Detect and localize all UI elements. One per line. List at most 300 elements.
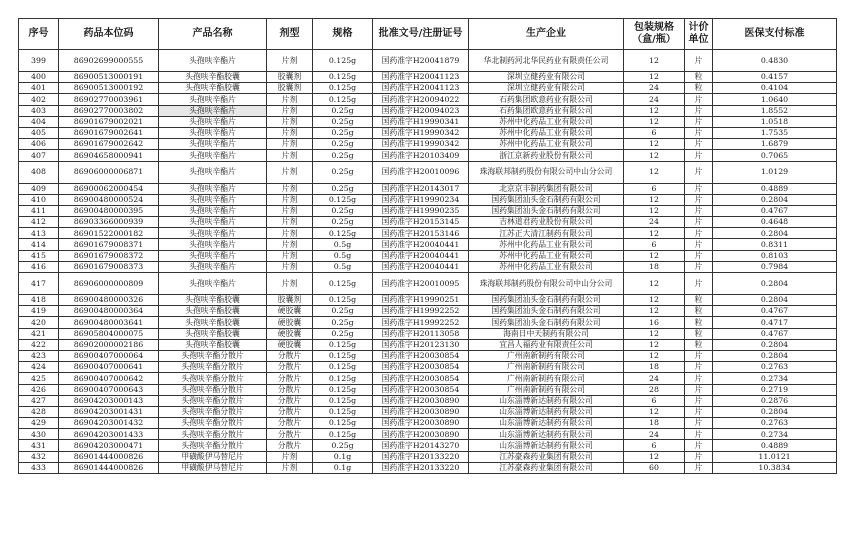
col-drug-code: 86904203001433 bbox=[59, 429, 159, 440]
col-specification: 0.25g bbox=[313, 205, 373, 216]
col-payment-standard: 1.7535 bbox=[713, 127, 837, 138]
col-manufacturer: 广州南新制药有限公司 bbox=[469, 362, 624, 373]
col-index: 428 bbox=[19, 406, 59, 417]
col-specification: 0.125g bbox=[313, 362, 373, 373]
col-dosage-form: 分散片 bbox=[267, 373, 313, 384]
col-pricing-unit: 片 bbox=[685, 362, 713, 373]
col-approval-number: 国药准字H20040441 bbox=[373, 239, 469, 250]
col-index: 402 bbox=[19, 94, 59, 105]
col-specification: 0.125g bbox=[313, 295, 373, 306]
table-row bbox=[19, 250, 837, 261]
col-product-name: 头孢呋辛酯胶囊 bbox=[159, 317, 267, 328]
col-product-name: 头孢呋辛酯片 bbox=[159, 183, 267, 194]
col-product-name: 头孢呋辛酯片 bbox=[159, 139, 267, 150]
header-col-manufacturer: 生产企业 bbox=[469, 19, 624, 50]
table-row bbox=[19, 105, 837, 116]
col-approval-number: 国药准字H20143270 bbox=[373, 440, 469, 451]
col-drug-code: 86905804000075 bbox=[59, 328, 159, 339]
col-index: 425 bbox=[19, 373, 59, 384]
table-row bbox=[19, 194, 837, 205]
col-product-name: 头孢呋辛酯片 bbox=[159, 161, 267, 183]
col-index: 403 bbox=[19, 105, 59, 116]
col-approval-number: 国药准字H20041123 bbox=[373, 72, 469, 83]
col-specification: 0.125g bbox=[313, 429, 373, 440]
col-manufacturer: 海南日中天制药有限公司 bbox=[469, 328, 624, 339]
col-drug-code: 86900407000643 bbox=[59, 384, 159, 395]
col-index: 429 bbox=[19, 418, 59, 429]
col-manufacturer: 宜昌人福药业有限责任公司 bbox=[469, 339, 624, 350]
col-manufacturer: 苏州中化药品工业有限公司 bbox=[469, 239, 624, 250]
col-dosage-form: 分散片 bbox=[267, 440, 313, 451]
col-pricing-unit: 粒 bbox=[685, 72, 713, 83]
col-pricing-unit: 粒 bbox=[685, 339, 713, 350]
col-specification: 0.1g bbox=[313, 451, 373, 462]
col-package-spec: 12 bbox=[624, 339, 685, 350]
col-pricing-unit: 片 bbox=[685, 50, 713, 72]
col-product-name: 头孢呋辛酯分散片 bbox=[159, 418, 267, 429]
col-product-name: 头孢呋辛酯分散片 bbox=[159, 406, 267, 417]
table-row bbox=[19, 384, 837, 395]
col-pricing-unit: 片 bbox=[685, 116, 713, 127]
col-specification: 0.125g bbox=[313, 339, 373, 350]
col-payment-standard: 0.2804 bbox=[713, 350, 837, 361]
col-pricing-unit: 片 bbox=[685, 451, 713, 462]
col-drug-code: 86901444000826 bbox=[59, 462, 159, 473]
col-drug-code: 86900480003641 bbox=[59, 317, 159, 328]
col-drug-code: 86904203001432 bbox=[59, 418, 159, 429]
col-manufacturer: 苏州中化药品工业有限公司 bbox=[469, 127, 624, 138]
col-package-spec: 24 bbox=[624, 83, 685, 94]
col-drug-code: 86900513000192 bbox=[59, 83, 159, 94]
col-manufacturer: 苏州中化药品工业有限公司 bbox=[469, 250, 624, 261]
col-specification: 0.25g bbox=[313, 306, 373, 317]
col-dosage-form: 片剂 bbox=[267, 217, 313, 228]
col-dosage-form: 片剂 bbox=[267, 183, 313, 194]
col-approval-number: 国药准字H20030854 bbox=[373, 373, 469, 384]
col-product-name: 头孢呋辛酯片 bbox=[159, 94, 267, 105]
col-specification: 0.5g bbox=[313, 250, 373, 261]
col-manufacturer: 吉林道君药业股份有限公司 bbox=[469, 217, 624, 228]
table-row bbox=[19, 50, 837, 72]
col-index: 406 bbox=[19, 139, 59, 150]
col-dosage-form: 分散片 bbox=[267, 395, 313, 406]
table-row bbox=[19, 429, 837, 440]
col-pricing-unit: 片 bbox=[685, 418, 713, 429]
col-pricing-unit: 粒 bbox=[685, 317, 713, 328]
col-approval-number: 国药准字H19990235 bbox=[373, 205, 469, 216]
col-specification: 0.25g bbox=[313, 317, 373, 328]
col-product-name: 头孢呋辛酯分散片 bbox=[159, 429, 267, 440]
col-specification: 0.125g bbox=[313, 395, 373, 406]
col-product-name: 头孢呋辛酯胶囊 bbox=[159, 83, 267, 94]
col-specification: 0.25g bbox=[313, 127, 373, 138]
col-product-name: 头孢呋辛酯片 bbox=[159, 205, 267, 216]
col-approval-number: 国药准字H20010096 bbox=[373, 161, 469, 183]
col-approval-number: 国药准字H20040441 bbox=[373, 261, 469, 272]
col-dosage-form: 分散片 bbox=[267, 418, 313, 429]
col-pricing-unit: 粒 bbox=[685, 328, 713, 339]
col-specification: 0.25g bbox=[313, 116, 373, 127]
document-page bbox=[18, 18, 836, 474]
col-drug-code: 86900480000364 bbox=[59, 306, 159, 317]
header-col-product-name: 产品名称 bbox=[159, 19, 267, 50]
col-pricing-unit: 片 bbox=[685, 239, 713, 250]
table-row bbox=[19, 317, 837, 328]
col-drug-code: 86900513000191 bbox=[59, 72, 159, 83]
col-index: 417 bbox=[19, 273, 59, 295]
col-specification: 0.125g bbox=[313, 94, 373, 105]
col-approval-number: 国药准字H20133220 bbox=[373, 451, 469, 462]
col-drug-code: 86902000002186 bbox=[59, 339, 159, 350]
col-index: 421 bbox=[19, 328, 59, 339]
table-row bbox=[19, 72, 837, 83]
col-dosage-form: 分散片 bbox=[267, 362, 313, 373]
table-row bbox=[19, 350, 837, 361]
table-row bbox=[19, 205, 837, 216]
col-drug-code: 86901679002642 bbox=[59, 139, 159, 150]
col-manufacturer: 广州南新制药有限公司 bbox=[469, 350, 624, 361]
col-manufacturer: 国药集团汕头金石制药有限公司 bbox=[469, 317, 624, 328]
table-row bbox=[19, 217, 837, 228]
col-index: 424 bbox=[19, 362, 59, 373]
col-package-spec: 16 bbox=[624, 317, 685, 328]
table-row bbox=[19, 373, 837, 384]
col-approval-number: 国药准字H20123130 bbox=[373, 339, 469, 350]
col-dosage-form: 胶囊剂 bbox=[267, 72, 313, 83]
col-package-spec: 12 bbox=[624, 273, 685, 295]
col-specification: 0.125g bbox=[313, 194, 373, 205]
col-specification: 0.25g bbox=[313, 217, 373, 228]
table-row bbox=[19, 295, 837, 306]
col-package-spec: 24 bbox=[624, 217, 685, 228]
col-approval-number: 国药准字H20030854 bbox=[373, 350, 469, 361]
col-package-spec: 12 bbox=[624, 150, 685, 161]
col-drug-code: 86901679002021 bbox=[59, 116, 159, 127]
col-payment-standard: 0.7065 bbox=[713, 150, 837, 161]
col-dosage-form: 胶囊剂 bbox=[267, 83, 313, 94]
col-specification: 0.5g bbox=[313, 239, 373, 250]
col-payment-standard: 0.2804 bbox=[713, 228, 837, 239]
col-product-name: 头孢呋辛酯片 bbox=[159, 105, 267, 116]
col-dosage-form: 片剂 bbox=[267, 261, 313, 272]
col-payment-standard: 1.6879 bbox=[713, 139, 837, 150]
col-approval-number: 国药准字H20133220 bbox=[373, 462, 469, 473]
col-pricing-unit: 片 bbox=[685, 440, 713, 451]
col-dosage-form: 片剂 bbox=[267, 273, 313, 295]
table-row bbox=[19, 418, 837, 429]
col-specification: 0.25g bbox=[313, 139, 373, 150]
col-manufacturer: 珠海联邦制药股份有限公司中山分公司 bbox=[469, 161, 624, 183]
col-pricing-unit: 粒 bbox=[685, 306, 713, 317]
col-specification: 0.125g bbox=[313, 273, 373, 295]
col-payment-standard: 0.8311 bbox=[713, 239, 837, 250]
col-drug-code: 86900062000454 bbox=[59, 183, 159, 194]
col-product-name: 甲磺酸伊马替尼片 bbox=[159, 462, 267, 473]
table-row bbox=[19, 328, 837, 339]
col-specification: 0.25g bbox=[313, 105, 373, 116]
col-approval-number: 国药准字H19992252 bbox=[373, 306, 469, 317]
col-package-spec: 24 bbox=[624, 429, 685, 440]
col-dosage-form: 片剂 bbox=[267, 205, 313, 216]
col-approval-number: 国药准字H19990251 bbox=[373, 295, 469, 306]
col-approval-number: 国药准字H20040441 bbox=[373, 250, 469, 261]
col-index: 418 bbox=[19, 295, 59, 306]
col-dosage-form: 片剂 bbox=[267, 250, 313, 261]
col-payment-standard: 0.4104 bbox=[713, 83, 837, 94]
table-row bbox=[19, 273, 837, 295]
col-approval-number: 国药准字H20030890 bbox=[373, 395, 469, 406]
col-product-name: 头孢呋辛酯分散片 bbox=[159, 395, 267, 406]
col-dosage-form: 硬胶囊 bbox=[267, 339, 313, 350]
table-row bbox=[19, 228, 837, 239]
col-dosage-form: 片剂 bbox=[267, 161, 313, 183]
col-payment-standard: 0.7984 bbox=[713, 261, 837, 272]
col-drug-code: 86900407000064 bbox=[59, 350, 159, 361]
col-index: 415 bbox=[19, 250, 59, 261]
col-product-name: 甲磺酸伊马替尼片 bbox=[159, 451, 267, 462]
col-drug-code: 86900407000642 bbox=[59, 373, 159, 384]
col-specification: 0.5g bbox=[313, 261, 373, 272]
col-payment-standard: 0.2734 bbox=[713, 373, 837, 384]
col-package-spec: 28 bbox=[624, 384, 685, 395]
header-col-payment-standard: 医保支付标准 bbox=[713, 19, 837, 50]
col-specification: 0.25g bbox=[313, 328, 373, 339]
col-payment-standard: 11.0121 bbox=[713, 451, 837, 462]
col-package-spec: 12 bbox=[624, 205, 685, 216]
col-manufacturer: 江苏正大清江制药有限公司 bbox=[469, 228, 624, 239]
col-index: 404 bbox=[19, 116, 59, 127]
col-manufacturer: 山东淄博新达制药有限公司 bbox=[469, 406, 624, 417]
col-manufacturer: 苏州中化药品工业有限公司 bbox=[469, 139, 624, 150]
col-product-name: 头孢呋辛酯分散片 bbox=[159, 350, 267, 361]
table-row bbox=[19, 362, 837, 373]
col-manufacturer: 国药集团汕头金石制药有限公司 bbox=[469, 205, 624, 216]
col-package-spec: 6 bbox=[624, 239, 685, 250]
table-row bbox=[19, 462, 837, 473]
col-approval-number: 国药准字H20041879 bbox=[373, 50, 469, 72]
col-pricing-unit: 粒 bbox=[685, 83, 713, 94]
col-drug-code: 86901679008372 bbox=[59, 250, 159, 261]
col-manufacturer: 江苏豪森药业集团有限公司 bbox=[469, 462, 624, 473]
col-package-spec: 12 bbox=[624, 194, 685, 205]
col-pricing-unit: 片 bbox=[685, 205, 713, 216]
col-product-name: 头孢呋辛酯片 bbox=[159, 273, 267, 295]
col-product-name: 头孢呋辛酯片 bbox=[159, 228, 267, 239]
col-index: 400 bbox=[19, 72, 59, 83]
col-pricing-unit: 片 bbox=[685, 373, 713, 384]
col-specification: 0.125g bbox=[313, 406, 373, 417]
table-row bbox=[19, 261, 837, 272]
col-product-name: 头孢呋辛酯片 bbox=[159, 261, 267, 272]
col-specification: 0.125g bbox=[313, 384, 373, 395]
col-approval-number: 国药准字H20153145 bbox=[373, 217, 469, 228]
col-package-spec: 12 bbox=[624, 161, 685, 183]
table-row bbox=[19, 83, 837, 94]
col-payment-standard: 0.2804 bbox=[713, 339, 837, 350]
col-package-spec: 12 bbox=[624, 116, 685, 127]
table-row bbox=[19, 150, 837, 161]
col-drug-code: 86903366000939 bbox=[59, 217, 159, 228]
col-drug-code: 86901522000182 bbox=[59, 228, 159, 239]
col-drug-code: 86904203001431 bbox=[59, 406, 159, 417]
col-pricing-unit: 片 bbox=[685, 228, 713, 239]
header-row bbox=[19, 19, 837, 50]
col-manufacturer: 江苏豪森药业集团有限公司 bbox=[469, 451, 624, 462]
col-package-spec: 12 bbox=[624, 295, 685, 306]
col-package-spec: 12 bbox=[624, 350, 685, 361]
col-pricing-unit: 片 bbox=[685, 194, 713, 205]
table-row bbox=[19, 406, 837, 417]
col-dosage-form: 片剂 bbox=[267, 127, 313, 138]
col-payment-standard: 0.2734 bbox=[713, 429, 837, 440]
col-package-spec: 12 bbox=[624, 406, 685, 417]
col-package-spec: 18 bbox=[624, 362, 685, 373]
col-dosage-form: 片剂 bbox=[267, 239, 313, 250]
col-dosage-form: 硬胶囊 bbox=[267, 328, 313, 339]
col-manufacturer: 深圳立健药业有限公司 bbox=[469, 72, 624, 83]
col-drug-code: 86904658000941 bbox=[59, 150, 159, 161]
col-drug-code: 86901679008371 bbox=[59, 239, 159, 250]
col-manufacturer: 山东淄博新达制药有限公司 bbox=[469, 418, 624, 429]
col-pricing-unit: 片 bbox=[685, 161, 713, 183]
table-row bbox=[19, 239, 837, 250]
table-row bbox=[19, 161, 837, 183]
col-payment-standard: 0.2763 bbox=[713, 418, 837, 429]
col-pricing-unit: 片 bbox=[685, 273, 713, 295]
col-pricing-unit: 片 bbox=[685, 395, 713, 406]
col-package-spec: 12 bbox=[624, 451, 685, 462]
col-dosage-form: 胶囊剂 bbox=[267, 295, 313, 306]
col-index: 405 bbox=[19, 127, 59, 138]
col-product-name: 头孢呋辛酯胶囊 bbox=[159, 306, 267, 317]
col-payment-standard: 0.2804 bbox=[713, 194, 837, 205]
col-product-name: 头孢呋辛酯片 bbox=[159, 217, 267, 228]
col-drug-code: 86902699000555 bbox=[59, 50, 159, 72]
col-dosage-form: 片剂 bbox=[267, 139, 313, 150]
col-payment-standard: 0.2876 bbox=[713, 395, 837, 406]
col-payment-standard: 1.0129 bbox=[713, 161, 837, 183]
col-approval-number: 国药准字H19990341 bbox=[373, 116, 469, 127]
col-dosage-form: 片剂 bbox=[267, 50, 313, 72]
col-index: 419 bbox=[19, 306, 59, 317]
col-specification: 0.125g bbox=[313, 350, 373, 361]
col-specification: 0.1g bbox=[313, 462, 373, 473]
col-approval-number: 国药准字H19992252 bbox=[373, 317, 469, 328]
col-product-name: 头孢呋辛酯片 bbox=[159, 50, 267, 72]
col-index: 416 bbox=[19, 261, 59, 272]
col-dosage-form: 硬胶囊 bbox=[267, 306, 313, 317]
col-dosage-form: 分散片 bbox=[267, 406, 313, 417]
col-package-spec: 24 bbox=[624, 373, 685, 384]
col-index: 433 bbox=[19, 462, 59, 473]
col-payment-standard: 1.0640 bbox=[713, 94, 837, 105]
col-package-spec: 12 bbox=[624, 72, 685, 83]
col-manufacturer: 山东淄博新达制药有限公司 bbox=[469, 440, 624, 451]
col-pricing-unit: 粒 bbox=[685, 295, 713, 306]
col-manufacturer: 山东淄博新达制药有限公司 bbox=[469, 429, 624, 440]
col-package-spec: 18 bbox=[624, 418, 685, 429]
col-approval-number: 国药准字H19990342 bbox=[373, 127, 469, 138]
col-approval-number: 国药准字H20153146 bbox=[373, 228, 469, 239]
col-approval-number: 国药准字H20030854 bbox=[373, 384, 469, 395]
col-package-spec: 12 bbox=[624, 50, 685, 72]
col-package-spec: 6 bbox=[624, 127, 685, 138]
col-index: 401 bbox=[19, 83, 59, 94]
col-index: 414 bbox=[19, 239, 59, 250]
col-index: 423 bbox=[19, 350, 59, 361]
col-approval-number: 国药准字H20103409 bbox=[373, 150, 469, 161]
col-approval-number: 国药准字H20094022 bbox=[373, 94, 469, 105]
table-row bbox=[19, 306, 837, 317]
col-pricing-unit: 片 bbox=[685, 217, 713, 228]
col-dosage-form: 片剂 bbox=[267, 105, 313, 116]
col-product-name: 头孢呋辛酯片 bbox=[159, 127, 267, 138]
col-dosage-form: 片剂 bbox=[267, 228, 313, 239]
header-col-drug-code: 药品本位码 bbox=[59, 19, 159, 50]
col-dosage-form: 片剂 bbox=[267, 194, 313, 205]
col-package-spec: 18 bbox=[624, 261, 685, 272]
col-package-spec: 12 bbox=[624, 250, 685, 261]
col-package-spec: 24 bbox=[624, 94, 685, 105]
col-drug-code: 86906000000809 bbox=[59, 273, 159, 295]
col-payment-standard: 0.2804 bbox=[713, 406, 837, 417]
col-package-spec: 6 bbox=[624, 183, 685, 194]
col-specification: 0.125g bbox=[313, 72, 373, 83]
col-drug-code: 86904203000143 bbox=[59, 395, 159, 406]
col-pricing-unit: 片 bbox=[685, 150, 713, 161]
col-payment-standard: 0.2719 bbox=[713, 384, 837, 395]
col-drug-code: 86900480000524 bbox=[59, 194, 159, 205]
col-pricing-unit: 片 bbox=[685, 105, 713, 116]
col-product-name: 头孢呋辛酯胶囊 bbox=[159, 328, 267, 339]
col-index: 408 bbox=[19, 161, 59, 183]
header-col-specification: 规格 bbox=[313, 19, 373, 50]
col-dosage-form: 片剂 bbox=[267, 94, 313, 105]
col-drug-code: 86900480000395 bbox=[59, 205, 159, 216]
col-product-name: 头孢呋辛酯胶囊 bbox=[159, 72, 267, 83]
col-dosage-form: 分散片 bbox=[267, 350, 313, 361]
col-manufacturer: 深圳立健药业有限公司 bbox=[469, 83, 624, 94]
col-index: 422 bbox=[19, 339, 59, 350]
col-package-spec: 12 bbox=[624, 105, 685, 116]
col-product-name: 头孢呋辛酯分散片 bbox=[159, 440, 267, 451]
table-row bbox=[19, 139, 837, 150]
col-package-spec: 12 bbox=[624, 328, 685, 339]
col-manufacturer: 浙江京新药业股份有限公司 bbox=[469, 150, 624, 161]
col-specification: 0.125g bbox=[313, 418, 373, 429]
col-drug-code: 86901679002641 bbox=[59, 127, 159, 138]
col-index: 431 bbox=[19, 440, 59, 451]
col-pricing-unit: 片 bbox=[685, 139, 713, 150]
col-approval-number: 国药准字H20030890 bbox=[373, 429, 469, 440]
col-product-name: 头孢呋辛酯片 bbox=[159, 116, 267, 127]
col-manufacturer: 山东淄博新达制药有限公司 bbox=[469, 395, 624, 406]
col-approval-number: 国药准字H20030890 bbox=[373, 406, 469, 417]
col-drug-code: 86902770003961 bbox=[59, 94, 159, 105]
col-index: 411 bbox=[19, 205, 59, 216]
col-manufacturer: 华北制药河北华民药业有限责任公司 bbox=[469, 50, 624, 72]
col-index: 420 bbox=[19, 317, 59, 328]
drug-price-table bbox=[18, 18, 837, 474]
header-col-index: 序号 bbox=[19, 19, 59, 50]
col-pricing-unit: 片 bbox=[685, 94, 713, 105]
col-product-name: 头孢呋辛酯片 bbox=[159, 150, 267, 161]
col-manufacturer: 苏州中化药品工业有限公司 bbox=[469, 261, 624, 272]
col-payment-standard: 0.4830 bbox=[713, 50, 837, 72]
col-dosage-form: 片剂 bbox=[267, 116, 313, 127]
table-row bbox=[19, 127, 837, 138]
table-body bbox=[19, 50, 837, 474]
